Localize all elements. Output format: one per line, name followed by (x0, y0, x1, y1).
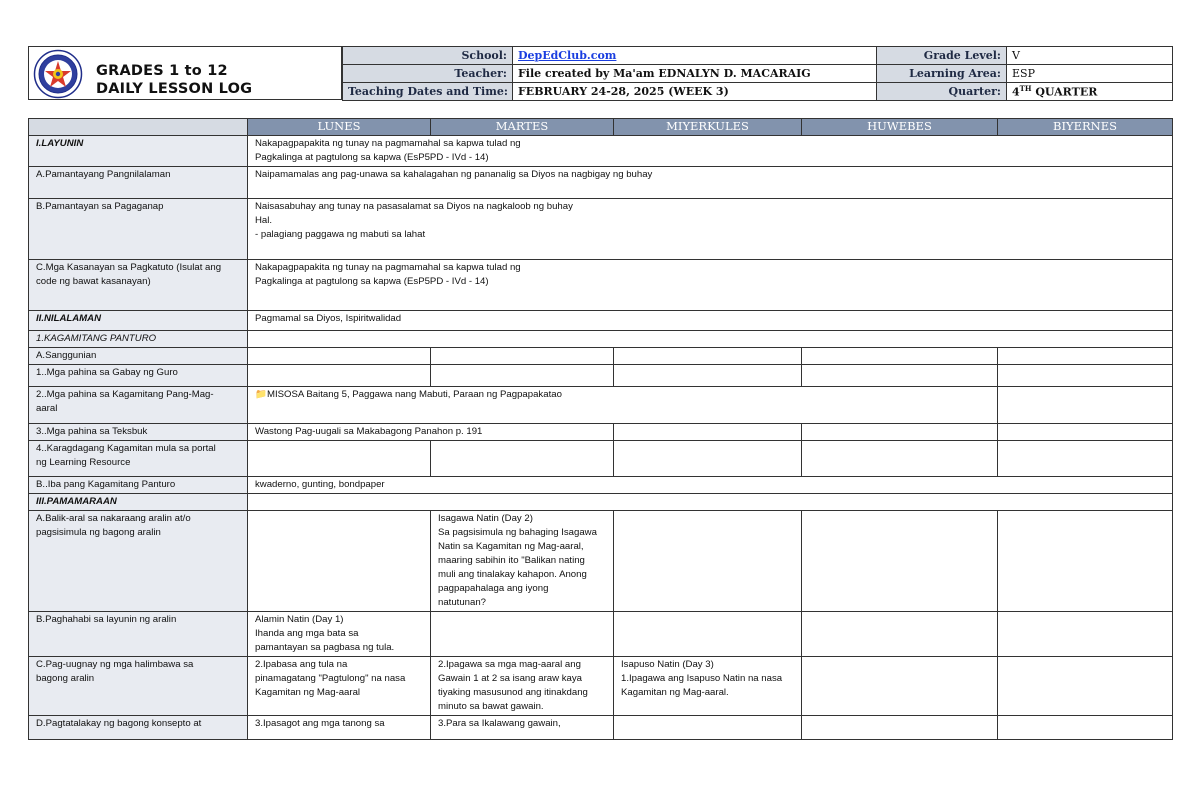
row-label: A.Pamantayang Pangnilalaman (29, 167, 248, 199)
row-content: Naisasabuhay ang tunay na pasasalamat sa Diyos na nagkaloob ng buhay Hal. - palagiang paggawa ng mabuti sa lahat (248, 199, 1173, 260)
day-header: BIYERNES (998, 119, 1173, 136)
row-label: A.Balik-aral sa nakaraang aralin at/o pagsisimula ng bagong aralin (29, 511, 248, 612)
row-content: Pagmamal sa Diyos, Ispiritwalidad (248, 311, 1173, 331)
doc-title-line2: DAILY LESSON LOG (96, 81, 253, 97)
balik-martes-cell: Isagawa Natin (Day 2) Sa pagsisimula ng bahaging Isagawa Natin sa Kagamitan ng Mag-aaral, maaring sabihin ito "Balikan nating muli ang tinalakay kahapon. Anong pagpapahalaga ang iyong natutunan? (431, 511, 614, 612)
corner-cell (29, 119, 248, 136)
table-row (29, 477, 1173, 494)
grade-value: V (1007, 47, 1173, 65)
pagtatalakay-martes-cell: 3.Para sa Ikalawang gawain, (431, 716, 614, 740)
teacher-label: Teacher: (343, 65, 513, 83)
day-header: LUNES (248, 119, 431, 136)
table-row (29, 365, 1173, 387)
table-row (29, 199, 1173, 260)
table-row (29, 348, 1173, 365)
table-row (29, 331, 1173, 348)
quarter-value: 4TH QUARTER (1007, 83, 1173, 101)
day-header: MIYERKULES (614, 119, 802, 136)
doc-title-line1: GRADES 1 to 12 (96, 63, 228, 79)
row-label: C.Mga Kasanayan sa Pagkatuto (Isulat ang code ng bawat kasanayan) (29, 260, 248, 311)
table-row (29, 441, 1173, 477)
row-label: III.PAMAMARAAN (29, 494, 248, 511)
row-label: 2..Mga pahina sa Kagamitang Pang-Mag- aaral (29, 387, 248, 424)
row-content: 📁MISOSA Baitang 5, Paggawa nang Mabuti, Paraan ng Pagpapakatao (248, 387, 998, 424)
dates-label: Teaching Dates and Time: (343, 83, 513, 101)
school-label: School: (343, 47, 513, 65)
row-label: 1.KAGAMITANG PANTURO (29, 331, 248, 348)
row-label: 3..Mga pahina sa Teksbuk (29, 424, 248, 441)
table-row (29, 424, 1173, 441)
teacher-value: File created by Ma'am EDNALYN D. MACARAIG (513, 65, 877, 83)
table-row (29, 311, 1173, 331)
day-header: HUWEBES (802, 119, 998, 136)
quarter-label: Quarter: (877, 83, 1007, 101)
row-content: Nakapagpapakita ng tunay na pagmamahal sa kapwa tulad ng Pagkalinga at pagtulong sa kapwa (EsP5PD - IVd - 14) (248, 260, 1173, 311)
paghahabi-lunes-cell: Alamin Natin (Day 1) Ihanda ang mga bata sa pamantayan sa pagbasa ng tula. (248, 612, 431, 657)
deped-seal-icon (33, 49, 83, 99)
row-label: D.Pagtatalakay ng bagong konsepto at (29, 716, 248, 740)
row-content: Wastong Pag-uugali sa Makabagong Panahon p. 191 (248, 424, 614, 441)
paguugnay-martes-cell: 2.Ipagawa sa mga mag-aaral ang Gawain 1 at 2 sa isang araw kaya tiyaking masusunod ang itinakdang minuto sa bawat gawain. (431, 657, 614, 716)
table-row (29, 387, 1173, 424)
row-label: B.Pamantayan sa Pagaganap (29, 199, 248, 260)
table-row (29, 511, 1173, 612)
row-label: A.Sanggunian (29, 348, 248, 365)
row-content (248, 494, 1173, 511)
paguugnay-lunes-cell: 2.Ipabasa ang tula na pinamagatang "Pagtulong" na nasa Kagamitan ng Mag-aaral (248, 657, 431, 716)
row-label: I.LAYUNIN (29, 136, 248, 167)
dates-value: FEBRUARY 24-28, 2025 (WEEK 3) (513, 83, 877, 101)
folder-icon: 📁 (255, 389, 267, 400)
logo-title-box (28, 46, 342, 100)
table-row (29, 612, 1173, 657)
row-label: 1..Mga pahina sa Gabay ng Guro (29, 365, 248, 387)
pagtatalakay-lunes-cell: 3.Ipasagot ang mga tanong sa (248, 716, 431, 740)
row-label: B.Paghahabi sa layunin ng aralin (29, 612, 248, 657)
table-row (29, 260, 1173, 311)
row-content: Naipamamalas ang pag-unawa sa kahalagahan ng pananalig sa Diyos na nagbigay ng buhay (248, 167, 1173, 199)
day-header: MARTES (431, 119, 614, 136)
area-value: ESP (1007, 65, 1173, 83)
table-row (29, 167, 1173, 199)
paguugnay-miyerkules-cell: Isapuso Natin (Day 3) 1.Ipagawa ang Isapuso Natin na nasa Kagamitan ng Mag-aaral. (614, 657, 802, 716)
lesson-log-table (28, 118, 1173, 740)
row-label: B..Iba pang Kagamitang Panturo (29, 477, 248, 494)
row-content: kwaderno, gunting, bondpaper (248, 477, 1173, 494)
area-label: Learning Area: (877, 65, 1007, 83)
school-link[interactable]: DepEdClub.com (518, 49, 617, 62)
table-row (29, 657, 1173, 716)
table-row (29, 716, 1173, 740)
table-row (29, 136, 1173, 167)
row-label: 4..Karagdagang Kagamitan mula sa portal ng Learning Resource (29, 441, 248, 477)
row-label: II.NILALAMAN (29, 311, 248, 331)
row-content (248, 331, 1173, 348)
row-label: C.Pag-uugnay ng mga halimbawa sa bagong aralin (29, 657, 248, 716)
row-content: Nakapagpapakita ng tunay na pagmamahal sa kapwa tulad ng Pagkalinga at pagtulong sa kapwa (EsP5PD - IVd - 14) (248, 136, 1173, 167)
table-row (29, 494, 1173, 511)
grade-label: Grade Level: (877, 47, 1007, 65)
header-info-table (342, 46, 1173, 101)
